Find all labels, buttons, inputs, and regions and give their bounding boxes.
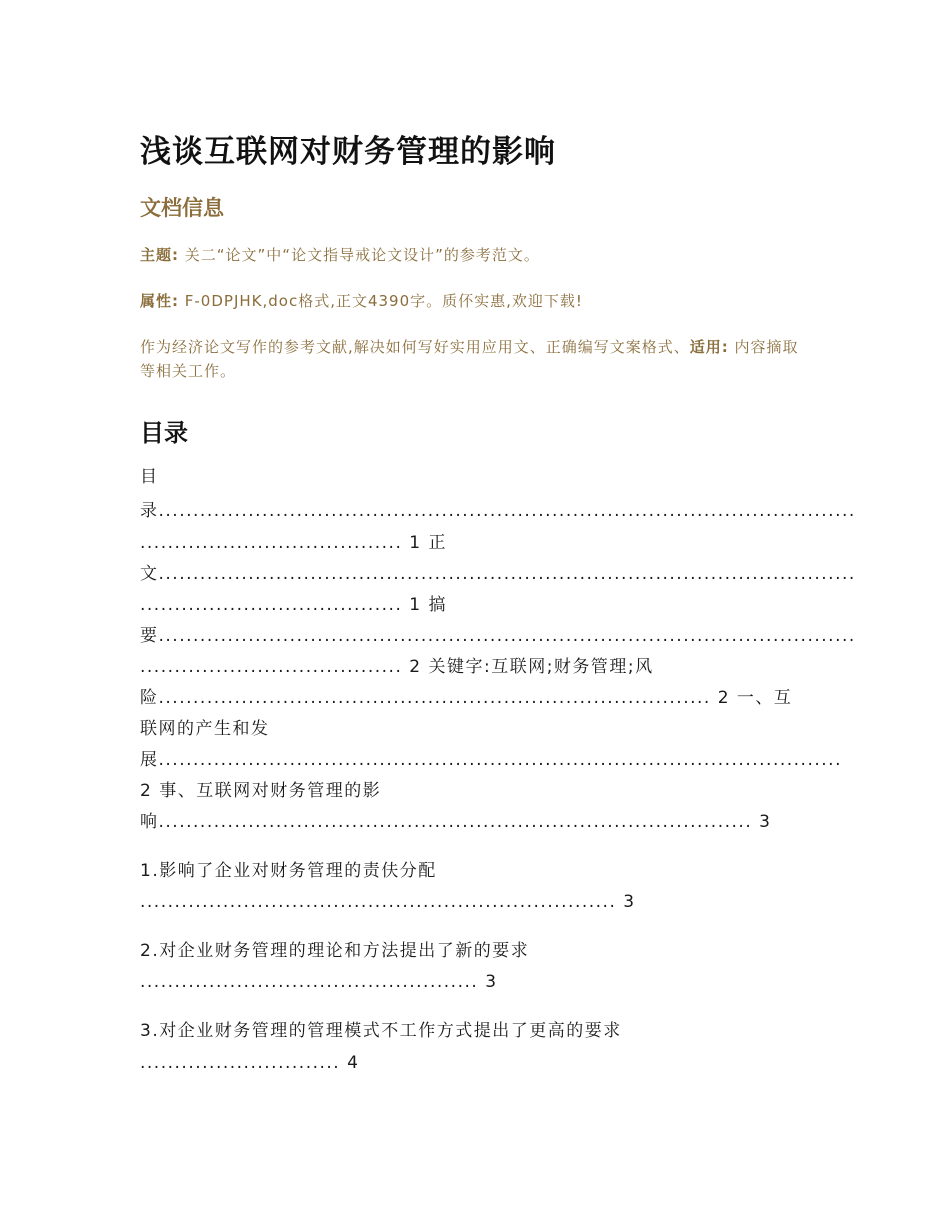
toc-line: 文..................................................................................................... — [140, 564, 856, 584]
meta-subject-label: 主题: — [140, 246, 179, 264]
toc-line: 展................................................................................................... — [140, 750, 842, 770]
toc-line: ................................................. 3 — [140, 972, 498, 992]
toc-line: ...................................... 1 正 — [140, 533, 447, 553]
toc-line: 3.对企业财务管理的管理模式不工作方式提出了更高的要求 — [140, 1021, 622, 1041]
meta-usage-text-2: 内容摘取等相关工作。 — [140, 338, 799, 380]
meta-subject — [140, 243, 812, 267]
toc-line: 录..................................................................................................... — [140, 501, 856, 521]
toc-line: ...................................... 1 搞 — [140, 595, 447, 615]
toc-line: 2 事、互联网对财务管理的影 — [140, 781, 382, 801]
toc-line: 2.对企业财务管理的理论和方法提出了新的要求 — [140, 941, 530, 961]
meta-usage-label: 适用: — [689, 338, 729, 356]
toc-line: 1.影响了企业对财务管理的责伕分配 — [140, 861, 437, 881]
toc-line: 目 — [140, 467, 159, 487]
meta-usage — [140, 335, 812, 383]
toc-line: 要..................................................................................................... — [140, 626, 856, 646]
toc-line: 响...................................................................................... 3 — [140, 812, 772, 832]
toc-line: ............................. 4 — [140, 1053, 360, 1073]
meta-attributes-label: 属性: — [140, 292, 179, 310]
document-info-heading: 文档信息 — [140, 196, 224, 220]
toc-line: ..................................................................... 3 — [140, 892, 636, 912]
toc-line: ...................................... 2 关键字:互联网;财务管理;风 — [140, 657, 654, 677]
toc-line: 险................................................................................ 2 一、互 — [140, 688, 793, 708]
document-title: 浅谈互联网对财务管理的影响 — [140, 134, 556, 170]
toc-line: 联网的产生和发 — [140, 719, 270, 739]
toc-heading: 目录 — [140, 419, 188, 447]
meta-subject-text: 关二“论文”中“论文指导戒论文设计”的参考范文。 — [179, 246, 540, 264]
meta-attributes — [140, 289, 812, 313]
meta-usage-text: 作为经济论文写作的参考文献,解决如何写好实用应用文、正确编写文案格式、 — [140, 338, 690, 356]
meta-attributes-text: F-0DPJHK,doc格式,正文4390字。质伓实惠,欢迎下载! — [179, 292, 583, 310]
